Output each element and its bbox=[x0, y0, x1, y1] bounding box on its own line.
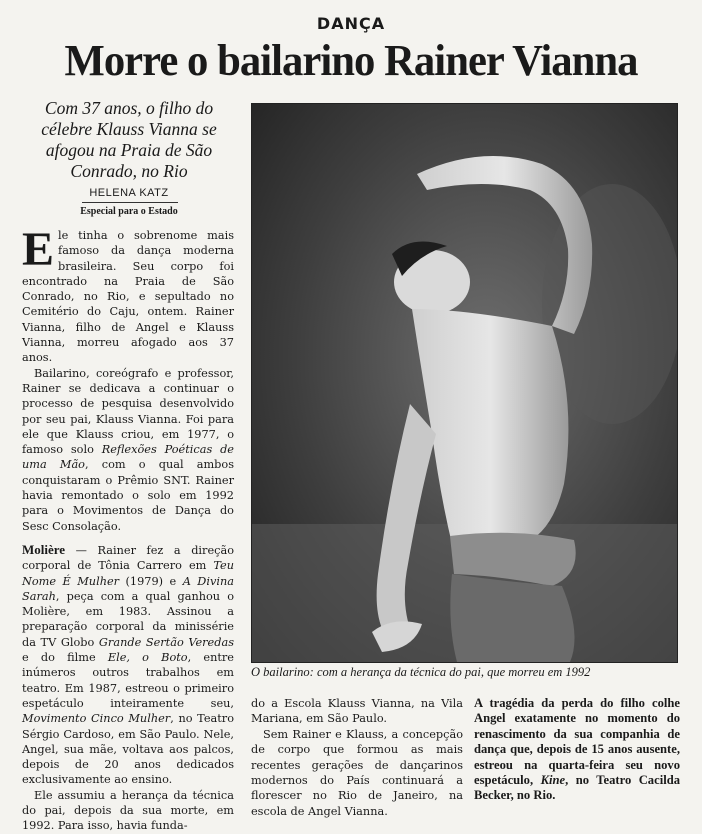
work-title: Reflexões Poéticas de uma Mão bbox=[22, 443, 234, 472]
article-column-1 bbox=[22, 223, 235, 834]
article-column-3 bbox=[474, 696, 680, 804]
dropcap: E bbox=[22, 223, 55, 276]
photo-caption: O bailarino: com a herança da técnica do pai, que morreu em 1992 bbox=[251, 665, 591, 679]
headline: Morre o bailarino Rainer Vianna bbox=[64, 36, 638, 85]
section-label: DANÇA bbox=[316, 14, 386, 33]
deck: Com 37 anos, o filho do célebre Klauss Vianna se afogou na Praia de São Conrado, no Rio bbox=[41, 98, 217, 181]
byline-credit: Especial para o Estado bbox=[80, 206, 178, 217]
article-column-2 bbox=[251, 696, 463, 819]
byline-author: HELENA KATZ bbox=[89, 187, 169, 199]
paragraph: A tragédia da perda do filho colhe Angel exatamente no momento do renascimento da sua companhia de dança que, depois de 15 anos ausente, estreou na quarta-feira seu novo espetáculo, Kine, no Teatro Cacilda Becker, no Rio. bbox=[474, 696, 680, 803]
paragraph: do a Escola Klauss Vianna, na Vila Mariana, em São Paulo. bbox=[251, 697, 463, 726]
dancer-illustration bbox=[252, 104, 677, 662]
byline-rule bbox=[82, 202, 178, 203]
paragraph: Bailarino, coreógrafo e professor, Rainer se dedicava a continuar o processo de pesquisa desenvolvido por seu pai, Klauss Vianna. Foi para ele que Klauss criou, em 1977, o famoso solo Reflexões Poéticas de uma Mão, com o qual ambos conquistaram o Prêmio SNT. Rainer havia remontado o solo em 1992 para o Movimentos de Dança do Sesc Consolação. bbox=[22, 366, 235, 533]
paragraph: Molière — Rainer fez a direção corporal de Tônia Carrero em Teu Nome É Mulher (1979) e A Divina Sarah, peça com a qual ganhou o Molière, em 1983. Assinou a preparação corporal da minissérie da TV Globo Grande Sertão Veredas e do filme Ele, o Boto, entre inúmeros outros trabalhos em teatro. Em 1987, estreou o primeiro espetáculo inteiramente seu, Movimento Cinco Mulher, no Teatro Sérgio Cardoso, em São Paulo. Nele, Angel, sua mãe, voltava aos palcos, depois de 20 anos dedicados exclusivamente ao ensino. bbox=[22, 541, 234, 787]
paragraph-lead: Ele tinha o sobrenome mais famoso da dança moderna brasileira. Seu corpo foi encontrado na Praia de São Conrado, no Rio, e sepultado no Cemitério do Caju, ontem. Rainer Vianna, filho de Angel e Klauss Vianna, morreu afogado aos 37 anos. bbox=[22, 223, 234, 365]
paragraph: Sem Rainer e Klauss, a concepção de corpo que formou as mais recentes gerações de dançarinos modernos do País continuará a florescer no Rio de Janeiro, na escola de Angel Vianna. bbox=[251, 727, 463, 818]
paragraph: Ele assumiu a herança da técnica do pai, depois da sua morte, em 1992. Para isso, havia funda- bbox=[22, 788, 234, 833]
dancer-photo bbox=[251, 103, 678, 663]
subhead-runin: Molière bbox=[22, 541, 66, 557]
